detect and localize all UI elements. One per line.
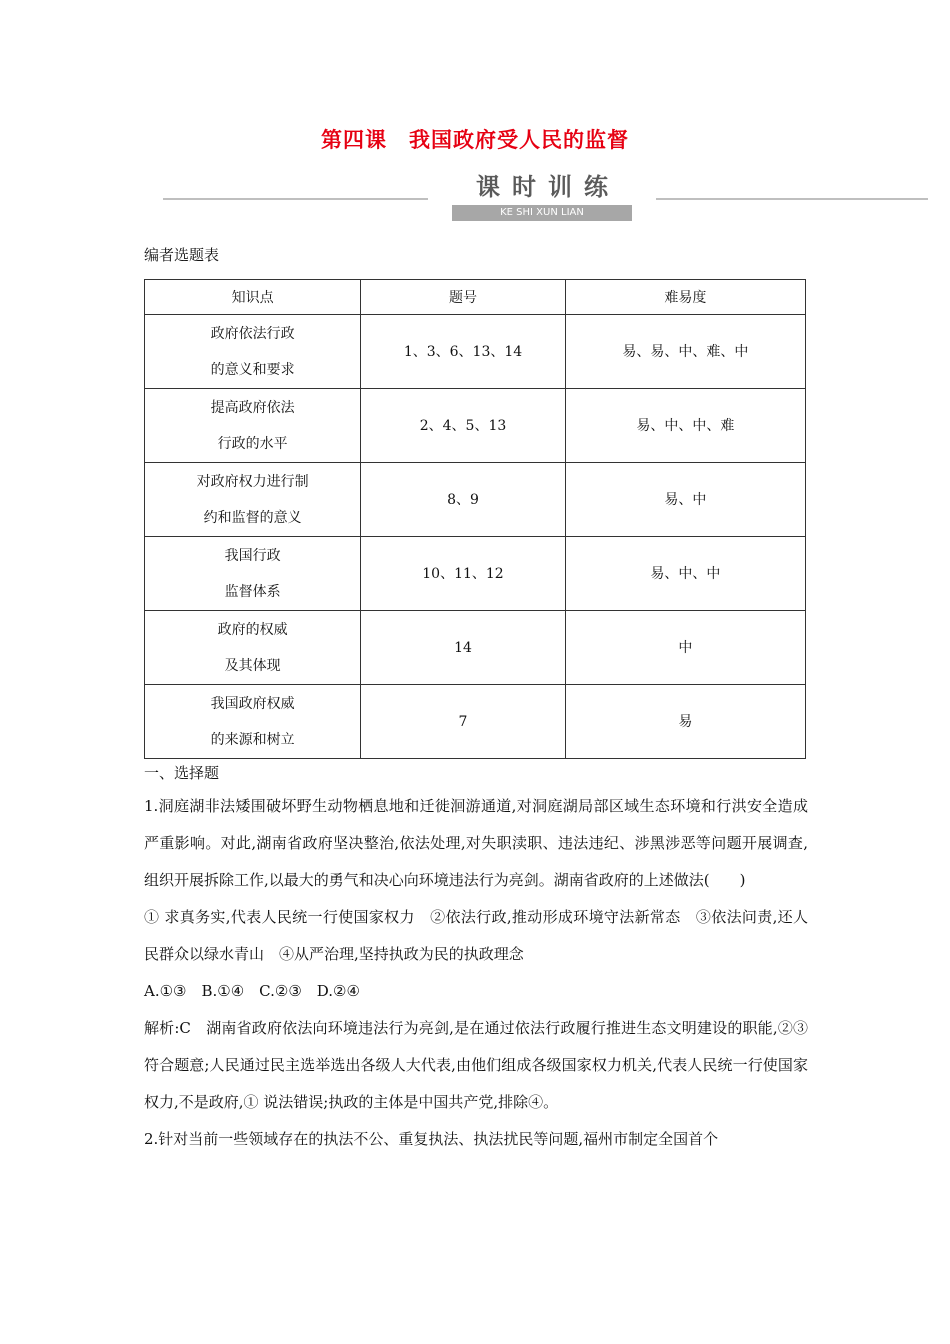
right-divider	[656, 198, 928, 200]
table-row	[145, 537, 806, 611]
numbers-cell: 14	[361, 611, 565, 685]
topic-cell: 政府依法行政 的意义和要求	[145, 315, 361, 389]
page-title: 第四课 我国政府受人民的监督	[321, 128, 629, 152]
table-caption: 编者选题表	[144, 246, 220, 264]
difficulty-cell: 易、中	[565, 463, 805, 537]
difficulty-cell: 易、中、中、难	[565, 389, 805, 463]
banner-title: 课时训练	[476, 173, 620, 201]
left-divider	[163, 198, 428, 200]
header-numbers: 题号	[361, 280, 565, 315]
numbers-cell: 10、11、12	[361, 537, 565, 611]
numbers-cell: 8、9	[361, 463, 565, 537]
header-topic: 知识点	[145, 280, 361, 315]
section-banner	[430, 172, 654, 221]
banner-subtitle: KE SHI XUN LIAN	[452, 205, 632, 221]
topic-cell: 提高政府依法 行政的水平	[145, 389, 361, 463]
table-row	[145, 315, 806, 389]
difficulty-cell: 中	[565, 611, 805, 685]
topic-cell: 对政府权力进行制 约和监督的意义	[145, 463, 361, 537]
table-row	[145, 463, 806, 537]
numbers-cell: 2、4、5、13	[361, 389, 565, 463]
header-difficulty: 难易度	[565, 280, 805, 315]
topic-cell: 我国政府权威 的来源和树立	[145, 685, 361, 759]
numbers-cell: 1、3、6、13、14	[361, 315, 565, 389]
difficulty-cell: 易	[565, 685, 805, 759]
question-statements: ① 求真务实,代表人民统一行使国家权力 ②依法行政,推动形成环境守法新常态 ③依法问责,还人民群众以绿水青山 ④从严治理,坚持执政为民的执政理念	[144, 908, 808, 963]
question-stem: 1.洞庭湖非法矮围破坏野生动物栖息地和迁徙洄游通道,对洞庭湖局部区域生态环境和行洪安全造成严重影响。对此,湖南省政府坚决整治,依法处理,对失职渎职、违法违纪、涉黑涉恶等问题开展调查,组织开展拆除工作,以最大的勇气和决心向环境违法行为亮剑。湖南省政府的上述做法( )	[144, 797, 808, 889]
section-title: 一、选择题	[144, 764, 220, 782]
question-analysis: 解析:C 湖南省政府依法向环境违法行为亮剑,是在通过依法行政履行推进生态文明建设的职能,②③ 符合题意;人民通过民主选举选出各级人大代表,由他们组成各级国家权力机关,代表人民统一行使国家权力,不是政府,① 说法错误;执政的主体是中国共产党,排除④。	[144, 1019, 808, 1111]
table-header-row	[145, 280, 806, 315]
difficulty-cell: 易、中、中	[565, 537, 805, 611]
table-row	[145, 389, 806, 463]
table-row	[145, 685, 806, 759]
topic-cell: 我国行政 监督体系	[145, 537, 361, 611]
question-2-stem: 2.针对当前一些领域存在的执法不公、重复执法、执法扰民等问题,福州市制定全国首个	[144, 1130, 719, 1148]
topic-table	[144, 279, 806, 759]
numbers-cell: 7	[361, 685, 565, 759]
difficulty-cell: 易、易、中、难、中	[565, 315, 805, 389]
table-row	[145, 611, 806, 685]
question-options: A.①③ B.①④ C.②③ D.②④	[144, 982, 360, 1000]
topic-cell: 政府的权威 及其体现	[145, 611, 361, 685]
question-1	[144, 788, 808, 1158]
